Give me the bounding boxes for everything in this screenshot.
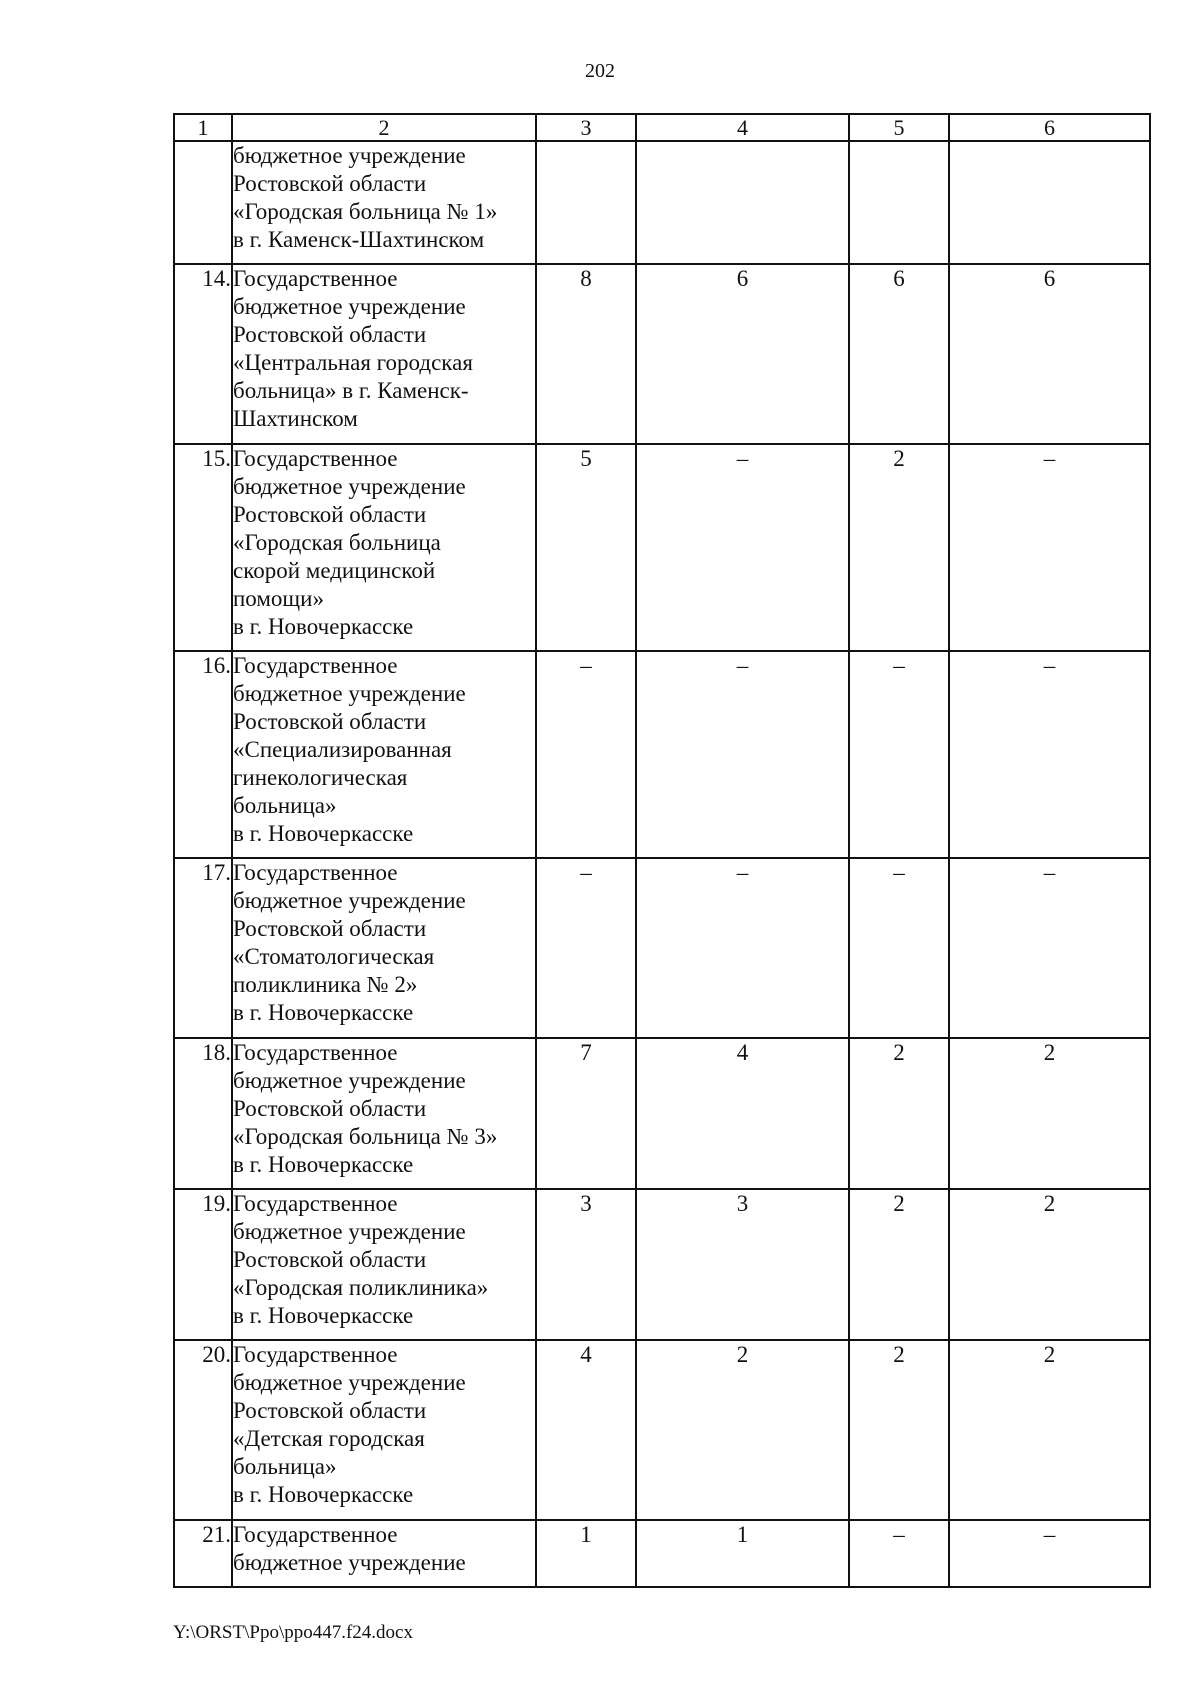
table-row bbox=[174, 651, 1150, 858]
value-col-4: 3 bbox=[636, 1189, 849, 1340]
value-col-5: – bbox=[849, 651, 949, 858]
value-col-5: 2 bbox=[849, 1189, 949, 1340]
value-col-3 bbox=[536, 141, 636, 264]
value-col-4: – bbox=[636, 858, 849, 1038]
value-col-5: – bbox=[849, 858, 949, 1038]
value-col-6 bbox=[949, 141, 1150, 264]
value-col-3: – bbox=[536, 858, 636, 1038]
table-row bbox=[174, 141, 1150, 264]
institution-name: Государственное бюджетное учреждение Ростовской области «Городская поликлиника» в г. Новочеркасске bbox=[232, 1189, 536, 1340]
value-col-3: 4 bbox=[536, 1340, 636, 1520]
value-col-5: 2 bbox=[849, 1038, 949, 1189]
row-number: 15. bbox=[174, 444, 232, 651]
value-col-4 bbox=[636, 141, 849, 264]
value-col-4: 4 bbox=[636, 1038, 849, 1189]
row-number bbox=[174, 141, 232, 264]
value-col-6: – bbox=[949, 1520, 1150, 1587]
value-col-5: – bbox=[849, 1520, 949, 1587]
row-number: 19. bbox=[174, 1189, 232, 1340]
value-col-3: – bbox=[536, 651, 636, 858]
value-col-3: 8 bbox=[536, 264, 636, 444]
header-cell: 2 bbox=[232, 114, 536, 141]
table-row bbox=[174, 1189, 1150, 1340]
value-col-6: 6 bbox=[949, 264, 1150, 444]
row-number: 21. bbox=[174, 1520, 232, 1587]
value-col-4: – bbox=[636, 651, 849, 858]
data-table bbox=[173, 113, 1151, 1588]
table-row bbox=[174, 1520, 1150, 1587]
institution-name: бюджетное учреждение Ростовской области «Городская больница № 1» в г. Каменск-Шахтинском bbox=[232, 141, 536, 264]
row-number: 16. bbox=[174, 651, 232, 858]
value-col-6: 2 bbox=[949, 1189, 1150, 1340]
header-cell: 3 bbox=[536, 114, 636, 141]
header-cell: 6 bbox=[949, 114, 1150, 141]
institution-name: Государственное бюджетное учреждение Ростовской области «Городская больница скорой медицинской помощи» в г. Новочеркасске bbox=[232, 444, 536, 651]
value-col-5: 2 bbox=[849, 1340, 949, 1520]
value-col-3: 3 bbox=[536, 1189, 636, 1340]
institution-name: Государственное бюджетное учреждение Ростовской области «Детская городская больница» в г. Новочеркасске bbox=[232, 1340, 536, 1520]
row-number: 14. bbox=[174, 264, 232, 444]
institution-name: Государственное бюджетное учреждение Ростовской области «Центральная городская больница» в г. Каменск- Шахтинском bbox=[232, 264, 536, 444]
page-number: 202 bbox=[585, 60, 615, 82]
value-col-4: 1 bbox=[636, 1520, 849, 1587]
table-row bbox=[174, 1038, 1150, 1189]
value-col-5: 2 bbox=[849, 444, 949, 651]
table-header-row bbox=[174, 114, 1150, 141]
header-cell: 5 bbox=[849, 114, 949, 141]
institution-name: Государственное бюджетное учреждение Ростовской области «Стоматологическая поликлиника № 2» в г. Новочеркасске bbox=[232, 858, 536, 1038]
value-col-3: 5 bbox=[536, 444, 636, 651]
value-col-6: – bbox=[949, 444, 1150, 651]
row-number: 20. bbox=[174, 1340, 232, 1520]
table-row bbox=[174, 1340, 1150, 1520]
file-path-footer: Y:\ORST\Ppo\ppo447.f24.docx bbox=[173, 1622, 413, 1643]
value-col-4: – bbox=[636, 444, 849, 651]
table-row bbox=[174, 264, 1150, 444]
value-col-6: 2 bbox=[949, 1038, 1150, 1189]
header-cell: 4 bbox=[636, 114, 849, 141]
table-row bbox=[174, 858, 1150, 1038]
institution-name: Государственное бюджетное учреждение Ростовской области «Специализированная гинекологическая больница» в г. Новочеркасске bbox=[232, 651, 536, 858]
row-number: 17. bbox=[174, 858, 232, 1038]
value-col-6: – bbox=[949, 651, 1150, 858]
table-row bbox=[174, 444, 1150, 651]
institution-name: Государственное бюджетное учреждение Ростовской области «Городская больница № 3» в г. Новочеркасске bbox=[232, 1038, 536, 1189]
value-col-6: – bbox=[949, 858, 1150, 1038]
value-col-4: 2 bbox=[636, 1340, 849, 1520]
row-number: 18. bbox=[174, 1038, 232, 1189]
value-col-3: 7 bbox=[536, 1038, 636, 1189]
value-col-5 bbox=[849, 141, 949, 264]
header-cell: 1 bbox=[174, 114, 232, 141]
value-col-6: 2 bbox=[949, 1340, 1150, 1520]
value-col-4: 6 bbox=[636, 264, 849, 444]
value-col-5: 6 bbox=[849, 264, 949, 444]
institution-name: Государственное бюджетное учреждение bbox=[232, 1520, 536, 1587]
value-col-3: 1 bbox=[536, 1520, 636, 1587]
